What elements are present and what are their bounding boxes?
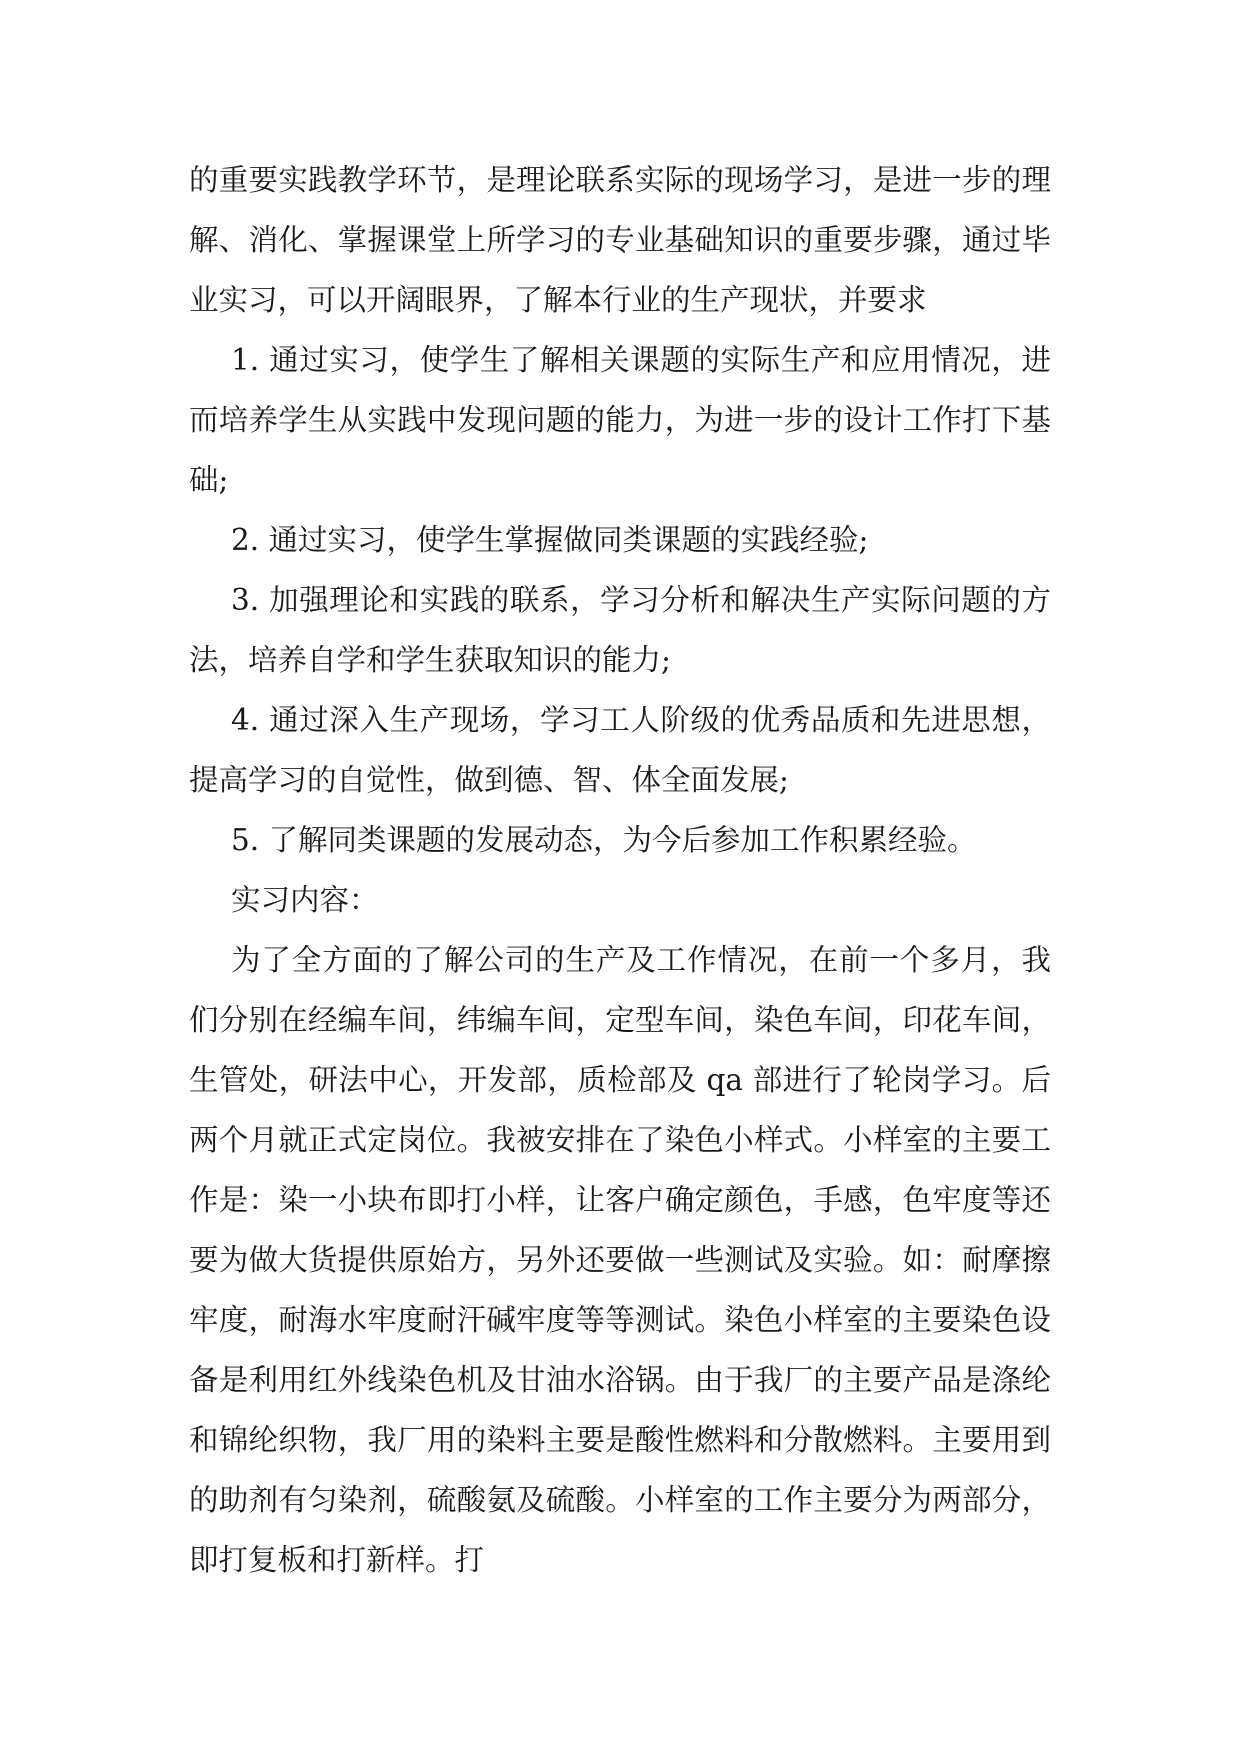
paragraph-intro-continuation: 的重要实践教学环节，是理论联系实际的现场学习，是进一步的理解、消化、掌握课堂上所学习的专业基础知识的重要步骤，通过毕业实习，可以开阔眼界，了解本行业的生产现状，并要求 (189, 163, 1051, 317)
document-body (189, 150, 1051, 1590)
paragraph-internship-content: 为了全方面的了解公司的生产及工作情况，在前一个多月，我们分别在经编车间，纬编车间，定型车间，染色车间，印花车间，生管处，研法中心，开发部，质检部及 qa 部进行了轮岗学习。后两个月就正式定岗位。我被安排在了染色小样式。小样室的主要工作是：染一小块布即打小样，让客户确定颜色，手感，色牢度等还要为做大货提供原始方，另外还要做一些测试及实验。如：耐摩擦牢度，耐海水牢度耐汗碱牢度等等测试。染色小样室的主要染色设备是利用红外线染色机及甘油水浴锅。由于我厂的主要产品是涤纶和锦纶织物，我厂用的染料主要是酸性燃料和分散燃料。主要用到的助剂有匀染剂，硫酸氨及硫酸。小样室的工作主要分为两部分，即打复板和打新样。打 (189, 943, 1051, 1577)
paragraph-requirement-2: 2. 通过实习，使学生掌握做同类课题的实践经验; (231, 523, 869, 557)
paragraph-requirement-3: 3. 加强理论和实践的联系，学习分析和解决生产实际问题的方法，培养自学和学生获取知识的能力; (189, 583, 1051, 677)
paragraph-requirement-5: 5. 了解同类课题的发展动态，为今后参加工作积累经验。 (231, 823, 977, 857)
paragraph-requirement-1: 1. 通过实习，使学生了解相关课题的实际生产和应用情况，进而培养学生从实践中发现问题的能力，为进一步的设计工作打下基础; (189, 343, 1051, 497)
paragraph-requirement-4: 4. 通过深入生产现场，学习工人阶级的优秀品质和先进思想，提高学习的自觉性，做到德、智、体全面发展; (189, 703, 1051, 797)
section-heading-internship-content: 实习内容： (231, 883, 379, 917)
